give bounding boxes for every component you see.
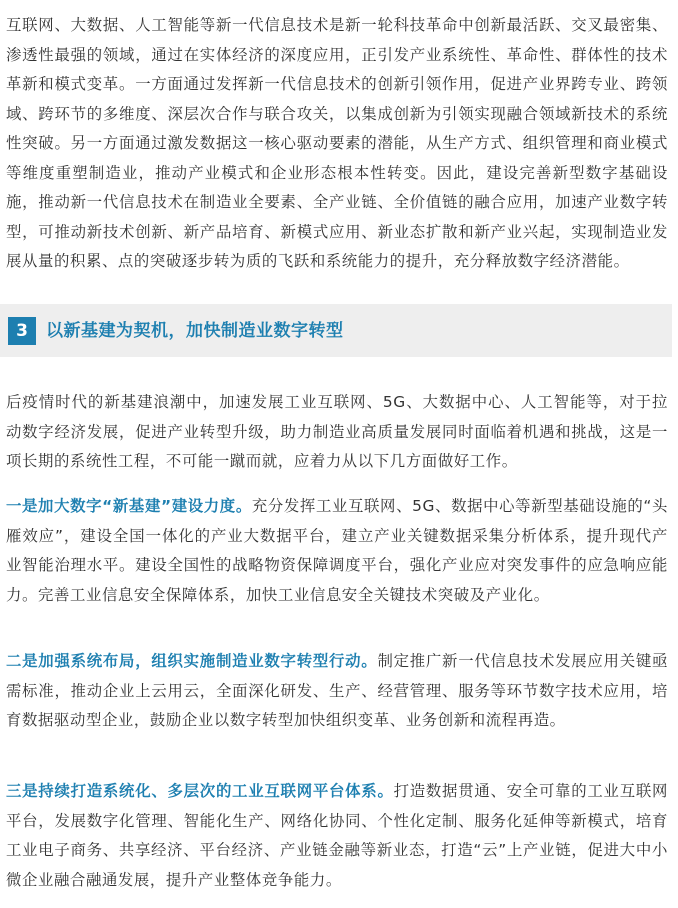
point-lead-2: 二是加强系统布局，组织实施制造业数字转型行动。 xyxy=(6,652,378,670)
point-body-1: 充分发挥工业互联网、5G、数据中心等新型基础设施的“头雁效应”，建设全国一体化的产业大数据平台，建立产业关键数据采集分析体系，提升现代产业智能治理水平。建设全国性的战略物资保障调度平台，强化产业应对突发事件的应急响应能力。完善工业信息安全保障体系，加快工业信息安全关键技术突破及产业化。 xyxy=(6,497,668,604)
section-header xyxy=(0,304,672,357)
section-number-badge: 3 xyxy=(8,317,36,345)
point-body-2: 制定推广新一代信息技术发展应用关键亟需标准，推动企业上云用云，全面深化研发、生产、经营管理、服务等环节数字技术应用，培育数据驱动型企业，鼓励企业以数字转型加快组织变革、业务创新和流程再造。 xyxy=(6,652,668,729)
intro-paragraph: 互联网、大数据、人工智能等新一代信息技术是新一轮科技革命中创新最活跃、交叉最密集、渗透性最强的领域，通过在实体经济的深度应用，正引发产业系统性、革命性、群体性的技术革新和模式变革。一方面通过发挥新一代信息技术的创新引领作用，促进产业界跨专业、跨领域、跨环节的多维度、深层次合作与联合攻关，以集成创新为引领实现融合领域新技术的系统性突破。另一方面通过激发数据这一核心驱动要素的潜能，从生产方式、组织管理和商业模式等维度重塑制造业，推动产业模式和企业形态根本性转变。因此，建设完善新型数字基础设施，推动新一代信息技术在制造业全要素、全产业链、全价值链的融合应用，加速产业数字转型，可推动新技术创新、新产品培育、新模式应用、新业态扩散和新产业兴起，实现制造业发展从量的积累、点的突破逐步转为质的飞跃和系统能力的提升，充分释放数字经济潜能。 xyxy=(6,16,668,270)
point-paragraph-3 xyxy=(6,777,668,895)
point-body-3: 打造数据贯通、安全可靠的工业互联网平台，发展数字化管理、智能化生产、网络化协同、个性化定制、服务化延伸等新模式，培育工业电子商务、共享经济、平台经济、产业链金融等新业态，打造“云”上产业链，促进大中小微企业融合融通发展，提升产业整体竞争能力。 xyxy=(6,782,669,889)
point-lead-1: 一是加大数字“新基建”建设力度。 xyxy=(6,497,252,515)
point-paragraph-1 xyxy=(6,492,668,610)
point-lead-3: 三是持续打造系统化、多层次的工业互联网平台体系。 xyxy=(6,782,394,800)
point-paragraph-2 xyxy=(6,647,668,736)
section-title: 以新基建为契机，加快制造业数字转型 xyxy=(46,321,344,341)
section-intro-paragraph: 后疫情时代的新基建浪潮中，加速发展工业互联网、5G、大数据中心、人工智能等，对于拉动数字经济发展，促进产业转型升级，助力制造业高质量发展同时面临着机遇和挑战，这是一项长期的系统性工程，不可能一蹴而就，应着力从以下几方面做好工作。 xyxy=(6,393,668,470)
